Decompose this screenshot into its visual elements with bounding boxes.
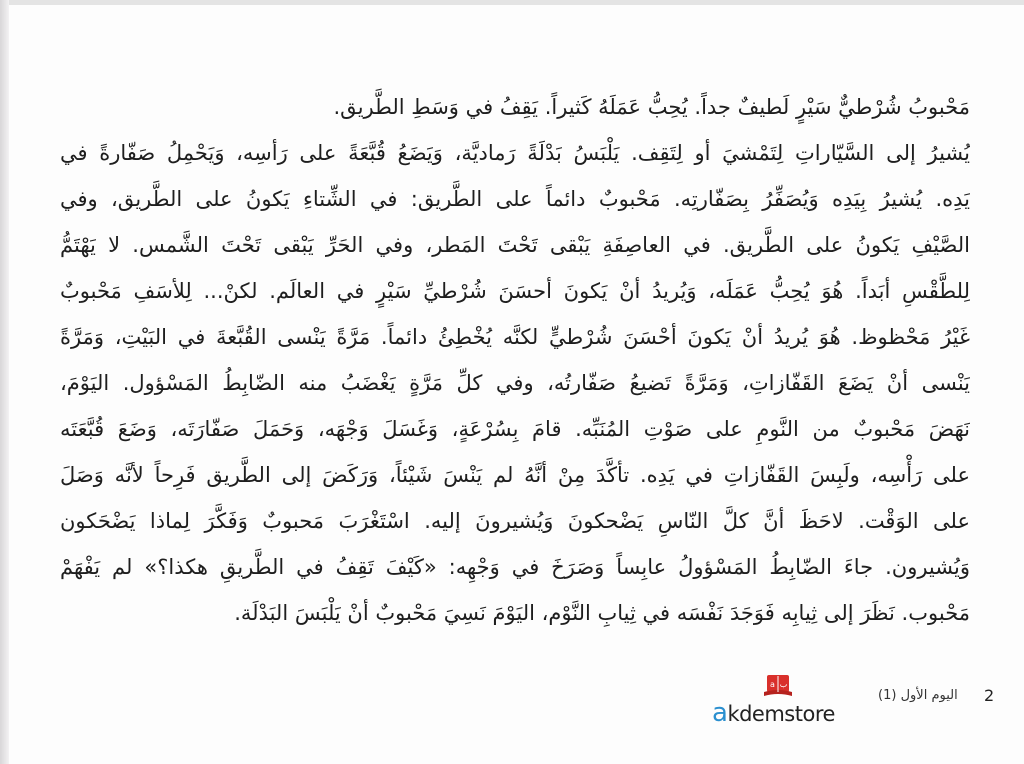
story-line: غَيْرُ مَحْظوظ. هُوَ يُريدُ أنْ يَكونَ أحْسَنَ شُرْطيٍّ لكنَّه يُخْطِئُ دائماً. مَرَّةً يَنْسى القُبَّعةَ في البَيْتِ، وَمَرَّةً [60,325,970,349]
story-line: مَحْبوب. نَظَرَ إلى ثِيابِه فَوَجَدَ نَفْسَه في ثِيابِ النَّوْم، اليَوْمَ نَسِيَ مَحْبوبٌ أنْ يَلْبَسَ البَدْلَة. [234,601,970,625]
story-line: على رَأْسِه، ولَبِسَ القَفّازاتِ في يَدِه. تأكَّدَ مِنْ أنَّهُ لم يَنْسَ شَيْئاً، وَرَكَضَ إلى الطَّريق فَرِحاً لأنَّه وَصَلَ [60,463,970,487]
story-line: لِلطَّقْسِ أبَداً. هُوَ يُحِبُّ عَمَلَه، وَيُريدُ أنْ يَكونَ أحسَنَ شُرْطيِّ سَيْرٍ في العالَم. لكنْ... لِلأسَفِ مَحْبوبٌ [60,279,970,303]
logo-wordmark [712,698,835,728]
akdemstore-logo [712,674,852,728]
story-line: يُشيرُ إلى السَّيّاراتِ لِتَمْشيَ أو لِتَقِف. يَلْبَسُ بَدْلَةً رَماديَّة، وَيَضَعُ قُبَّعَةً على رَأسِه، وَيَحْمِلُ صَفّارةً في [60,141,970,165]
story-line: على الوَقْت. لاحَظَ أنَّ كلَّ النّاسِ يَضْحكونَ وَيُشيرونَ إليه. اسْتَغْرَبَ مَحبوبٌ وَفَكَّرَ لِماذا يَضْحَكون [60,509,970,533]
story-line: نَهَضَ مَحْبوبٌ من النَّومِ على صَوْتِ المُنَبِّه. قامَ بِسُرْعَةٍ، وَغَسَلَ وَجْهَه، وَحَمَلَ صَفّارَتَه، وَضَعَ قُبَّعَتَه [60,417,970,441]
page-top-edge [0,0,1024,5]
logo-icon-letter-latin: a [770,680,775,689]
logo-wordmark-accent: a [712,698,728,728]
story-line: وَيُشيرون. جاءَ الضّابِطُ المَسْؤولُ عابِساً وَصَرَخَ في وَجْهِه: «كَيْفَ تَقِفُ في الطَّريقِ هكذا؟» لم يَفْهَمْ [60,555,970,579]
logo-icon-letter-arabic: ب [779,680,788,689]
book-icon [762,674,794,700]
story-line: يَدِه. يُشيرُ بِيَدِه وَيُصَفِّرُ بِصَفّارتِه. مَحْبوبٌ دائماً على الطَّريق: في الشِّتاءِ يَكونُ على الطَّريق، وفي [60,187,970,211]
footer-chapter-title: اليوم الأول (1) [878,688,958,703]
story-line: مَحْبوبُ شُرْطيٌّ سَيْرٍ لَطيفٌ جداً. يُحِبُّ عَمَلَهُ كَثيراً. يَقِفُ في وَسَطِ الطَّريق. [333,95,970,119]
story-text [60,84,970,636]
story-line: يَنْسى أنْ يَضَعَ القَفّازاتِ، وَمَرَّةً تَضيعُ صَفّارتُه، وفي كلِّ مَرَّةٍ يَغْضَبُ منه الضّابِطُ المَسْؤول. اليَوْمَ، [60,371,970,395]
page-number: 2 [984,686,995,705]
logo-wordmark-rest: kdemstore [727,702,835,726]
page-binding-shadow [0,0,9,764]
story-line: الصَّيْفِ يَكونُ على الطَّريق. في العاصِفَةِ يَبْقى تَحْتَ المَطر، وفي الحَرِّ يَبْقى تَحْتَ الشَّمس. لا يَهْتَمُّ [60,233,970,257]
